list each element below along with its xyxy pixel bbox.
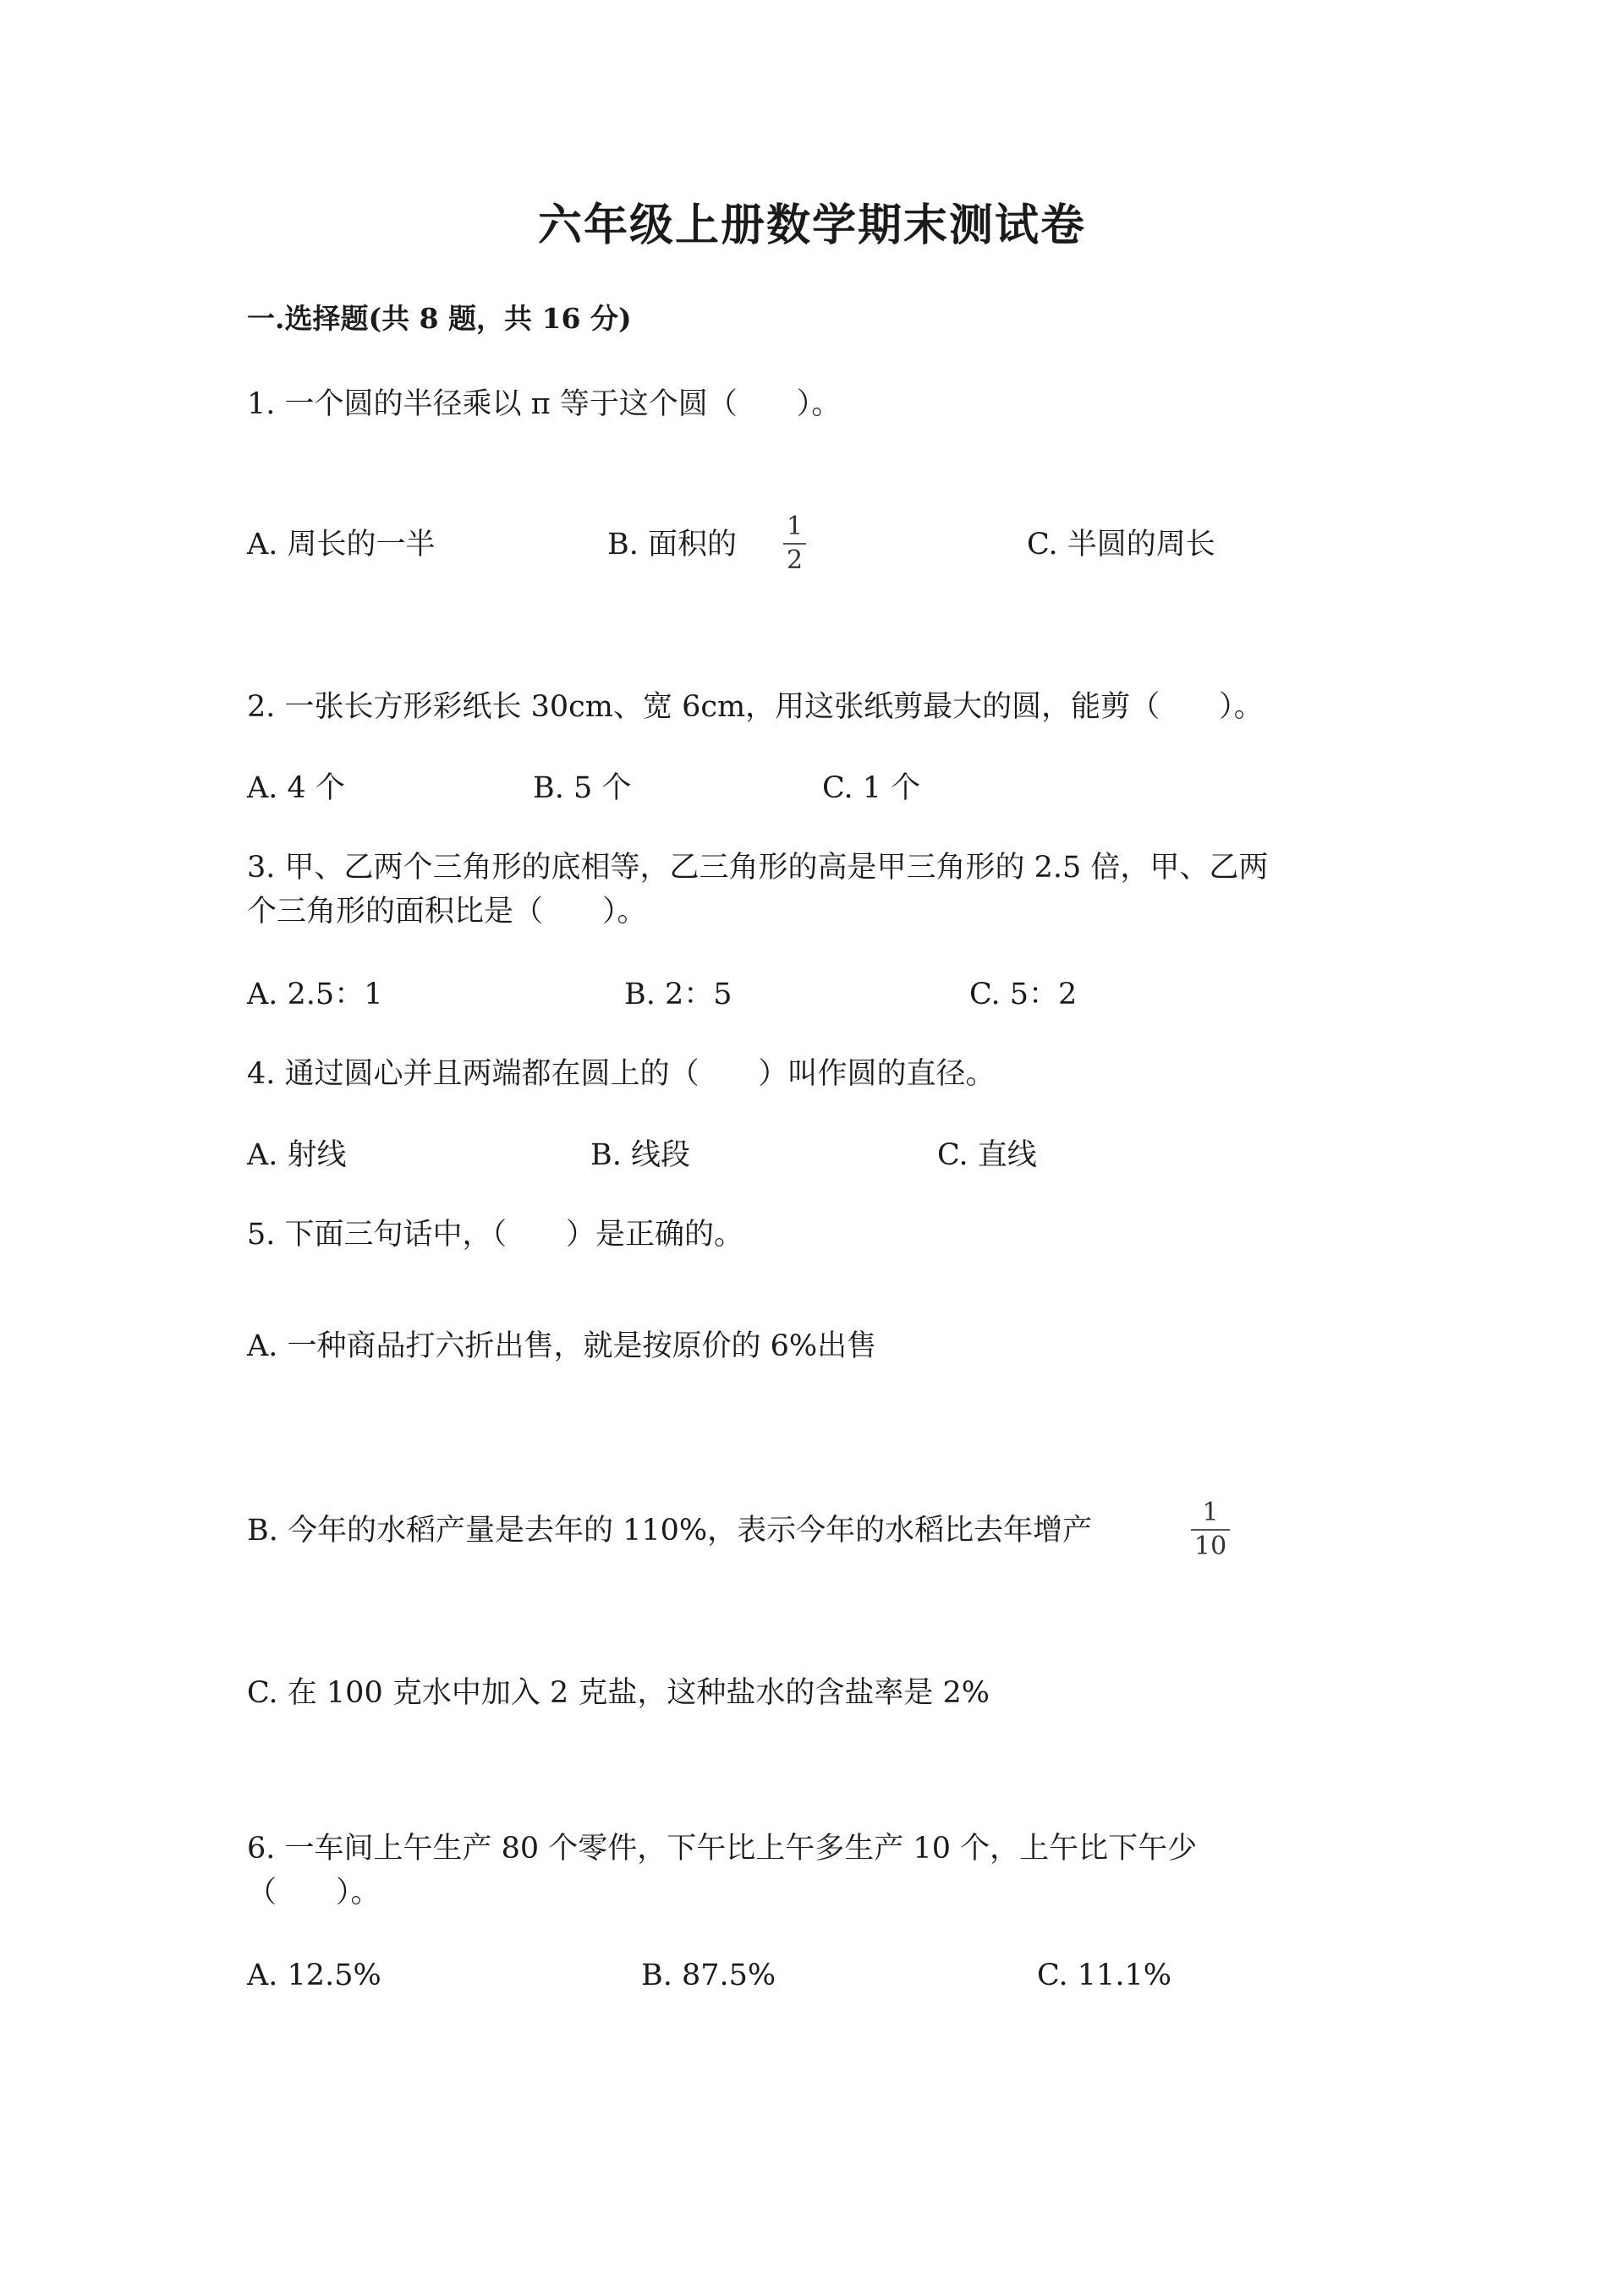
question-3-option-a: A. 2.5：1 (247, 978, 383, 1011)
question-3-option-c: C. 5：2 (969, 978, 1078, 1011)
question-6-option-b: B. 87.5% (641, 1959, 776, 1992)
question-1-stem: 1. 一个圆的半径乘以 π 等于这个圆（ ）。 (247, 387, 842, 421)
fraction-numerator: 1 (1202, 1498, 1219, 1527)
question-5-stem: 5. 下面三句话中，（ ）是正确的。 (247, 1218, 744, 1252)
fraction-denominator: 2 (787, 545, 804, 575)
question-5-option-b-fraction (1191, 1499, 1230, 1561)
question-1-option-b: B. 面积的 (607, 528, 737, 562)
question-6-option-c: C. 11.1% (1037, 1959, 1171, 1992)
question-6-option-a: A. 12.5% (247, 1959, 381, 1992)
question-2-stem: 2. 一张长方形彩纸长 30cm、宽 6cm，用这张纸剪最大的圆，能剪（ ）。 (247, 690, 1264, 724)
fraction-bar (1191, 1529, 1230, 1531)
question-1-option-a: A. 周长的一半 (247, 528, 436, 562)
fraction-bar (783, 543, 806, 545)
question-1-option-b-fraction (783, 512, 806, 575)
question-4-option-b: B. 线段 (590, 1138, 690, 1172)
question-5-option-c: C. 在 100 克水中加入 2 克盐，这种盐水的含盐率是 2% (247, 1676, 990, 1710)
question-4-option-a: A. 射线 (247, 1138, 347, 1172)
question-1-option-c: C. 半圆的周长 (1027, 528, 1215, 562)
question-5-option-b: B. 今年的水稻产量是去年的 110%，表示今年的水稻比去年增产 (247, 1514, 1093, 1548)
question-6-stem-line-2: （ ）。 (247, 1876, 381, 1910)
question-3-stem-line-2: 个三角形的面积比是（ ）。 (247, 895, 647, 929)
section-heading: 一.选择题(共 8 题，共 16 分) (247, 302, 632, 335)
question-4-option-c: C. 直线 (937, 1138, 1037, 1172)
fraction-denominator: 10 (1194, 1532, 1227, 1561)
question-2-option-a: A. 4 个 (247, 771, 345, 805)
question-3-option-b: B. 2：5 (624, 978, 732, 1011)
page-title: 六年级上册数学期末测试卷 (537, 200, 1086, 251)
question-2-option-c: C. 1 个 (822, 771, 921, 805)
fraction-numerator: 1 (787, 512, 804, 541)
question-4-stem: 4. 通过圆心并且两端都在圆上的（ ）叫作圆的直径。 (247, 1057, 996, 1091)
question-6-stem-line-1: 6. 一车间上午生产 80 个零件，下午比上午多生产 10 个，上午比下午少 (247, 1832, 1198, 1866)
question-3-stem-line-1: 3. 甲、乙两个三角形的底相等，乙三角形的高是甲三角形的 2.5 倍，甲、乙两 (247, 851, 1269, 885)
question-5-option-a: A. 一种商品打六折出售，就是按原价的 6%出售 (247, 1329, 877, 1363)
question-2-option-b: B. 5 个 (533, 771, 632, 805)
